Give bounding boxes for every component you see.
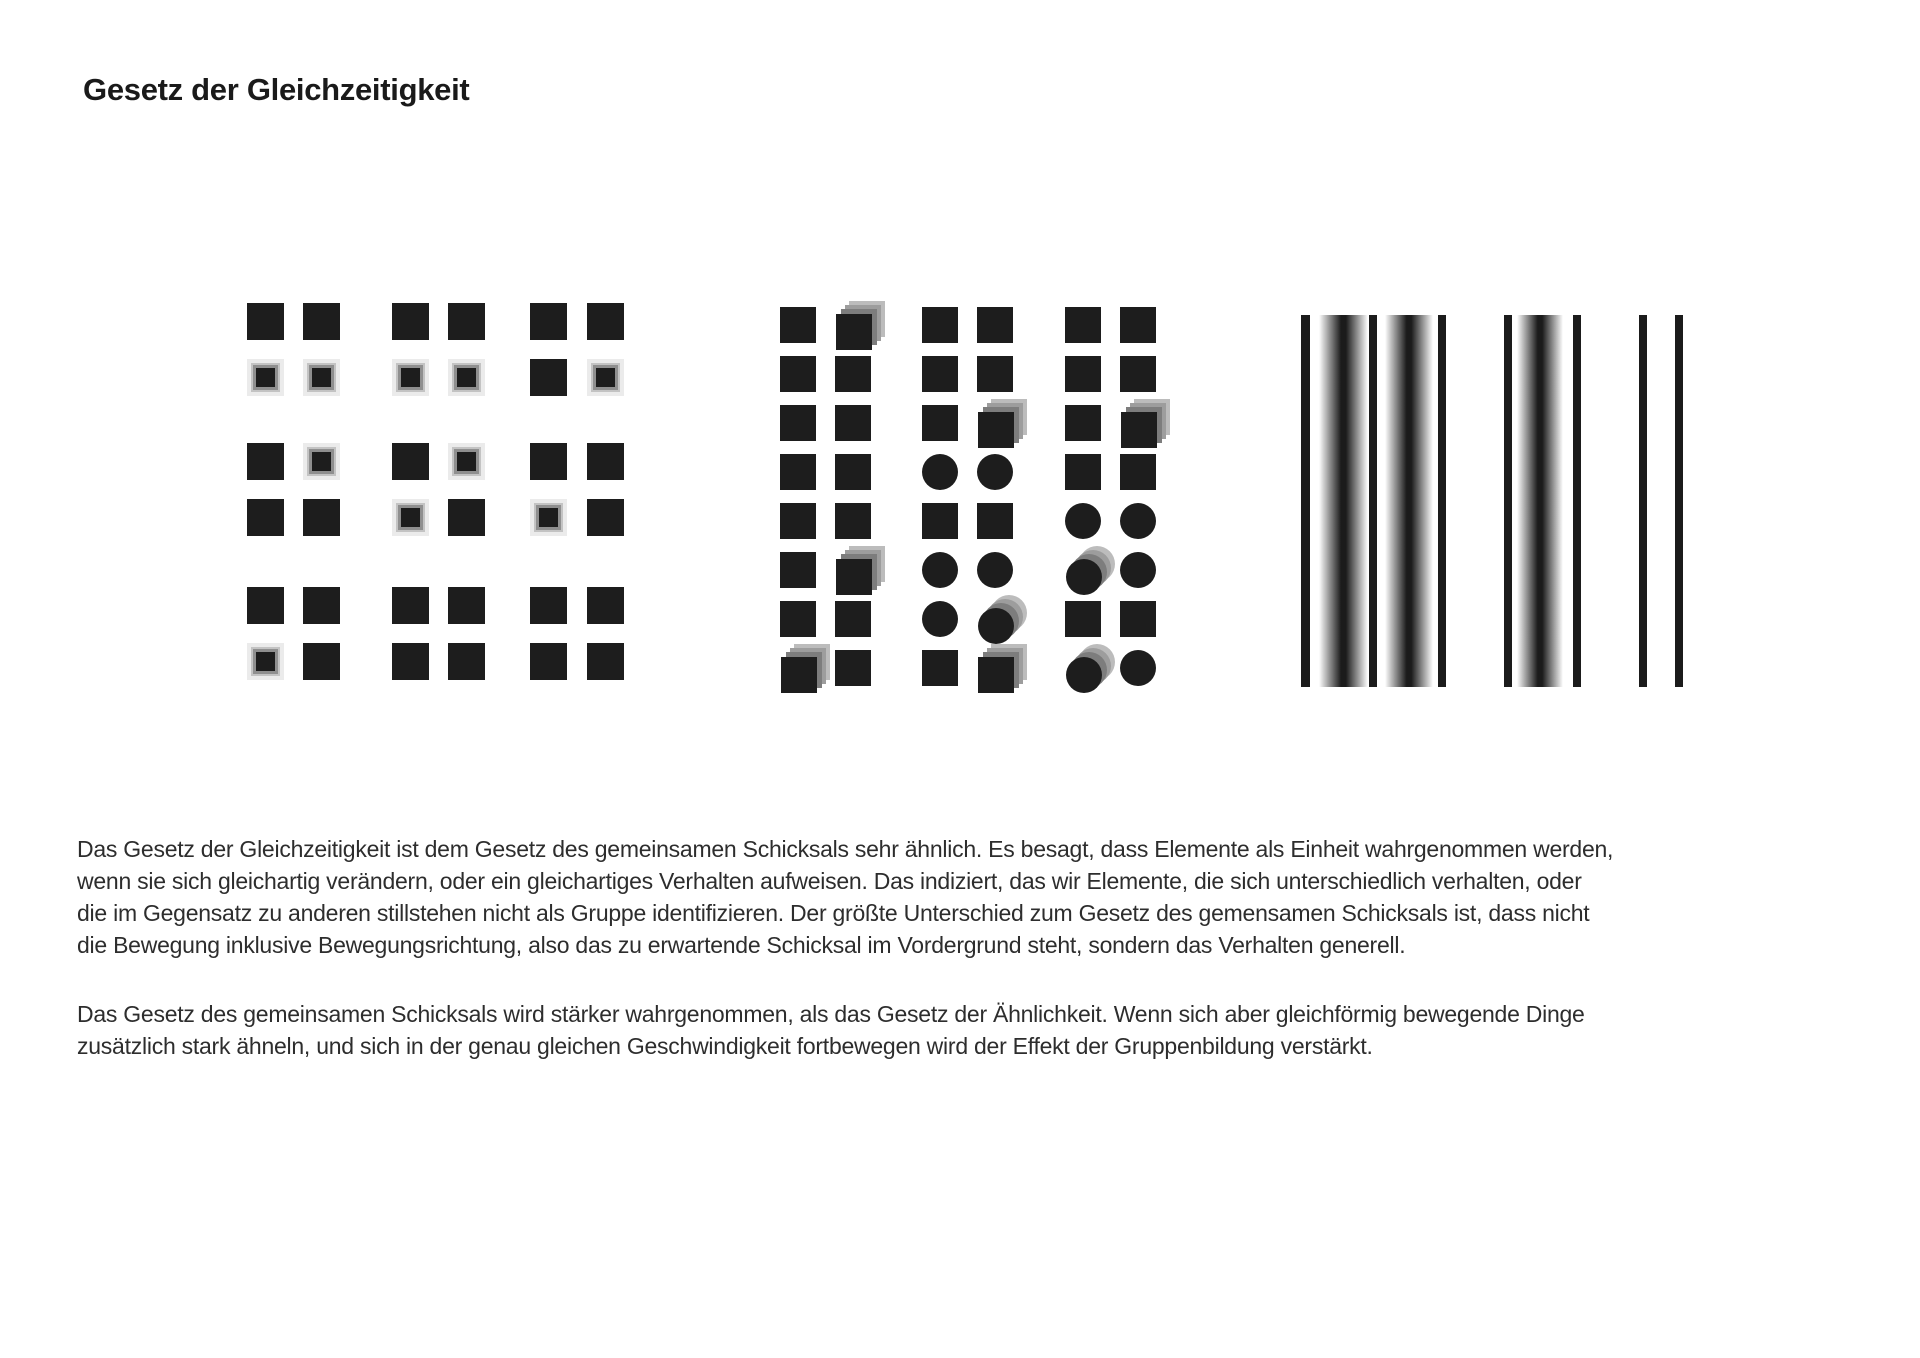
static-square <box>448 303 485 340</box>
moving-blurred-line <box>1319 315 1368 687</box>
static-square <box>835 503 871 539</box>
static-square <box>922 503 958 539</box>
static-circle <box>1120 503 1156 539</box>
static-circle <box>922 601 958 637</box>
static-square <box>448 587 485 624</box>
static-square <box>392 587 429 624</box>
paragraph-1 <box>77 833 1613 961</box>
static-square <box>1065 454 1101 490</box>
static-square <box>835 454 871 490</box>
static-square <box>392 303 429 340</box>
static-line <box>1675 315 1683 687</box>
static-square <box>530 303 567 340</box>
page-title: Gesetz der Gleichzeitigkeit <box>83 72 470 107</box>
moving-square-with-trail <box>1120 405 1156 441</box>
moving-circle-with-trail <box>1065 552 1101 588</box>
static-square <box>780 356 816 392</box>
static-square <box>247 587 284 624</box>
static-square <box>977 307 1013 343</box>
static-line <box>1504 315 1512 687</box>
static-square <box>587 499 624 536</box>
static-square <box>247 499 284 536</box>
text-line: die Bewegung inklusive Bewegungsrichtung, also das zu erwartende Schicksal im Vordergrund steht, sondern das Verhalten generell. <box>77 932 1406 958</box>
moving-circle-with-trail <box>977 601 1013 637</box>
static-square <box>303 499 340 536</box>
static-square <box>922 405 958 441</box>
pulsing-square <box>587 359 624 396</box>
static-square <box>977 356 1013 392</box>
text-line: Das Gesetz des gemeinsamen Schicksals wird stärker wahrgenommen, als das Gesetz der Ähnlichkeit. Wenn sich aber gleichförmig bewegende Dinge <box>77 1001 1585 1027</box>
static-line <box>1301 315 1310 687</box>
static-square <box>922 307 958 343</box>
pulsing-square <box>392 359 429 396</box>
static-square <box>392 643 429 680</box>
static-square <box>922 650 958 686</box>
static-square <box>835 601 871 637</box>
static-circle <box>1120 552 1156 588</box>
static-line <box>1438 315 1446 687</box>
paragraph-2 <box>77 998 1585 1062</box>
moving-circle-with-trail <box>1065 650 1101 686</box>
static-circle <box>1065 503 1101 539</box>
static-square <box>448 643 485 680</box>
static-square <box>303 303 340 340</box>
static-square <box>1120 601 1156 637</box>
static-circle <box>922 454 958 490</box>
text-line: wenn sie sich gleichartig verändern, oder ein gleichartiges Verhalten aufweisen. Das indiziert, das wir Elemente, die sich unterschiedlich verhalten, oder <box>77 868 1582 894</box>
static-square <box>1065 601 1101 637</box>
static-square <box>530 443 567 480</box>
figure-pulsing-squares-grid <box>247 303 627 680</box>
static-square <box>780 552 816 588</box>
static-circle <box>1120 650 1156 686</box>
pulsing-square <box>392 499 429 536</box>
static-square <box>780 454 816 490</box>
moving-blurred-line <box>1517 315 1563 687</box>
moving-square-with-trail <box>835 307 871 343</box>
static-square <box>835 650 871 686</box>
static-square <box>530 359 567 396</box>
moving-square-with-trail <box>977 650 1013 686</box>
figure-moving-shapes-grid <box>780 307 1156 686</box>
static-square <box>780 601 816 637</box>
static-square <box>1120 454 1156 490</box>
text-line: zusätzlich stark ähneln, und sich in der genau gleichen Geschwindigkeit fortbewegen wird der Effekt der Gruppenbildung verstärkt. <box>77 1033 1373 1059</box>
static-square <box>1120 307 1156 343</box>
pulsing-square <box>247 359 284 396</box>
pulsing-square <box>530 499 567 536</box>
static-square <box>392 443 429 480</box>
pulsing-square <box>448 359 485 396</box>
moving-square-with-trail <box>977 405 1013 441</box>
static-square <box>530 587 567 624</box>
moving-square-with-trail <box>835 552 871 588</box>
pulsing-square <box>448 443 485 480</box>
text-line: Das Gesetz der Gleichzeitigkeit ist dem Gesetz des gemeinsamen Schicksals sehr ähnlich. Es besagt, dass Elemente als Einheit wahrgenommen werden, <box>77 836 1614 862</box>
static-line <box>1639 315 1647 687</box>
static-square <box>530 643 567 680</box>
static-square <box>1065 405 1101 441</box>
static-square <box>587 303 624 340</box>
pulsing-square <box>303 443 340 480</box>
static-square <box>1065 307 1101 343</box>
pulsing-square <box>303 359 340 396</box>
static-square <box>977 503 1013 539</box>
static-circle <box>977 552 1013 588</box>
static-square <box>922 356 958 392</box>
static-square <box>303 587 340 624</box>
static-square <box>247 443 284 480</box>
static-square <box>835 405 871 441</box>
moving-blurred-line <box>1385 315 1433 687</box>
static-circle <box>922 552 958 588</box>
static-line <box>1573 315 1581 687</box>
static-square <box>835 356 871 392</box>
static-square <box>587 643 624 680</box>
static-square <box>780 503 816 539</box>
pulsing-square <box>247 643 284 680</box>
moving-square-with-trail <box>780 650 816 686</box>
static-square <box>780 405 816 441</box>
static-square <box>587 587 624 624</box>
static-circle <box>977 454 1013 490</box>
static-square <box>780 307 816 343</box>
static-square <box>1065 356 1101 392</box>
static-square <box>303 643 340 680</box>
figure-moving-lines <box>1301 315 1683 687</box>
static-square <box>448 499 485 536</box>
static-square <box>1120 356 1156 392</box>
text-line: die im Gegensatz zu anderen stillstehen nicht als Gruppe identifizieren. Der größte Unterschied zum Gesetz des gemensamen Schicksals ist, dass nicht <box>77 900 1590 926</box>
static-line <box>1369 315 1377 687</box>
static-square <box>247 303 284 340</box>
static-square <box>587 443 624 480</box>
